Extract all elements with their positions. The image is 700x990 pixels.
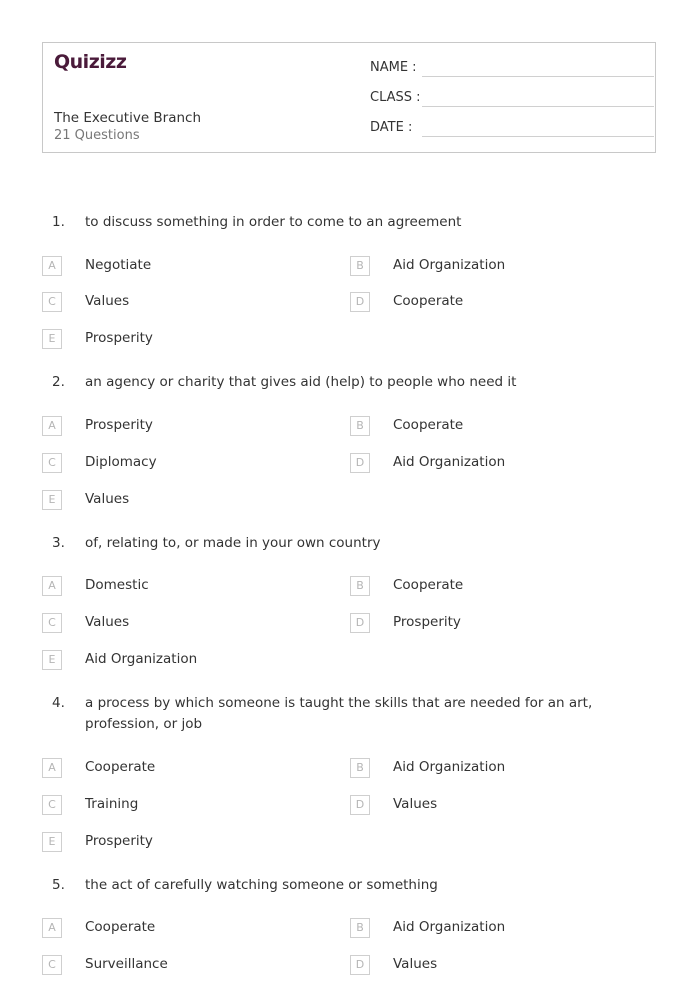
question-number: 5. — [52, 877, 65, 893]
class-field[interactable] — [370, 90, 650, 105]
option-letter: E — [42, 832, 62, 852]
option-letter: A — [42, 918, 62, 938]
option-label: Aid Organization — [393, 759, 506, 775]
option-label: Values — [85, 491, 130, 507]
option-label: Aid Organization — [393, 257, 506, 273]
option-letter: C — [42, 292, 62, 312]
option-letter: A — [42, 256, 62, 276]
option-letter: B — [350, 416, 370, 436]
option-label: Values — [85, 614, 130, 630]
date-line — [422, 136, 654, 137]
option-label: Diplomacy — [85, 454, 157, 470]
option-letter: B — [350, 758, 370, 778]
option-letter: B — [350, 576, 370, 596]
option-label: Aid Organization — [393, 919, 506, 935]
option-label: Domestic — [85, 577, 149, 593]
option-label: Values — [393, 796, 438, 812]
question-text: a process by which someone is taught the skills that are needed for an art, profession, or job — [85, 695, 593, 732]
quizizz-logo: Quizizz — [54, 51, 127, 73]
option-letter: A — [42, 758, 62, 778]
worksheet-header — [42, 42, 656, 153]
date-label: DATE : — [370, 120, 413, 135]
question-text: of, relating to, or made in your own country — [85, 535, 381, 551]
option-label: Values — [85, 293, 130, 309]
option-letter: C — [42, 613, 62, 633]
option-letter: D — [350, 453, 370, 473]
option-letter: E — [42, 490, 62, 510]
option-label: Surveillance — [85, 956, 168, 972]
option-label: Prosperity — [85, 330, 153, 346]
question-text: to discuss something in order to come to an agreement — [85, 214, 462, 230]
option-letter: A — [42, 576, 62, 596]
class-line — [422, 106, 654, 107]
worksheet-title: The Executive Branch — [54, 110, 202, 126]
option-label: Cooperate — [85, 919, 156, 935]
option-label: Prosperity — [85, 833, 153, 849]
question-text: an agency or charity that gives aid (help) to people who need it — [85, 374, 517, 390]
option-letter: C — [42, 795, 62, 815]
question-count: 21 Questions — [54, 128, 140, 143]
option-letter: C — [42, 955, 62, 975]
option-letter: D — [350, 613, 370, 633]
option-label: Cooperate — [393, 577, 464, 593]
option-label: Aid Organization — [85, 651, 198, 667]
option-label: Training — [85, 796, 139, 812]
option-letter: C — [42, 453, 62, 473]
option-label: Values — [393, 956, 438, 972]
option-label: Negotiate — [85, 257, 152, 273]
option-label: Cooperate — [393, 417, 464, 433]
name-label: NAME : — [370, 60, 417, 75]
option-letter: E — [42, 650, 62, 670]
question-number: 3. — [52, 535, 65, 551]
option-letter: B — [350, 256, 370, 276]
question-number: 1. — [52, 214, 65, 230]
option-letter: D — [350, 955, 370, 975]
option-label: Prosperity — [85, 417, 153, 433]
option-letter: B — [350, 918, 370, 938]
option-letter: D — [350, 795, 370, 815]
name-line — [422, 76, 654, 77]
option-label: Cooperate — [85, 759, 156, 775]
option-label: Prosperity — [393, 614, 461, 630]
option-label: Cooperate — [393, 293, 464, 309]
option-letter: A — [42, 416, 62, 436]
question-number: 2. — [52, 374, 65, 390]
class-label: CLASS : — [370, 90, 421, 105]
option-letter: D — [350, 292, 370, 312]
name-field[interactable] — [370, 60, 650, 75]
date-field[interactable] — [370, 120, 650, 135]
question-text: the act of carefully watching someone or something — [85, 877, 438, 893]
option-label: Aid Organization — [393, 454, 506, 470]
option-letter: E — [42, 329, 62, 349]
question-number: 4. — [52, 695, 65, 711]
